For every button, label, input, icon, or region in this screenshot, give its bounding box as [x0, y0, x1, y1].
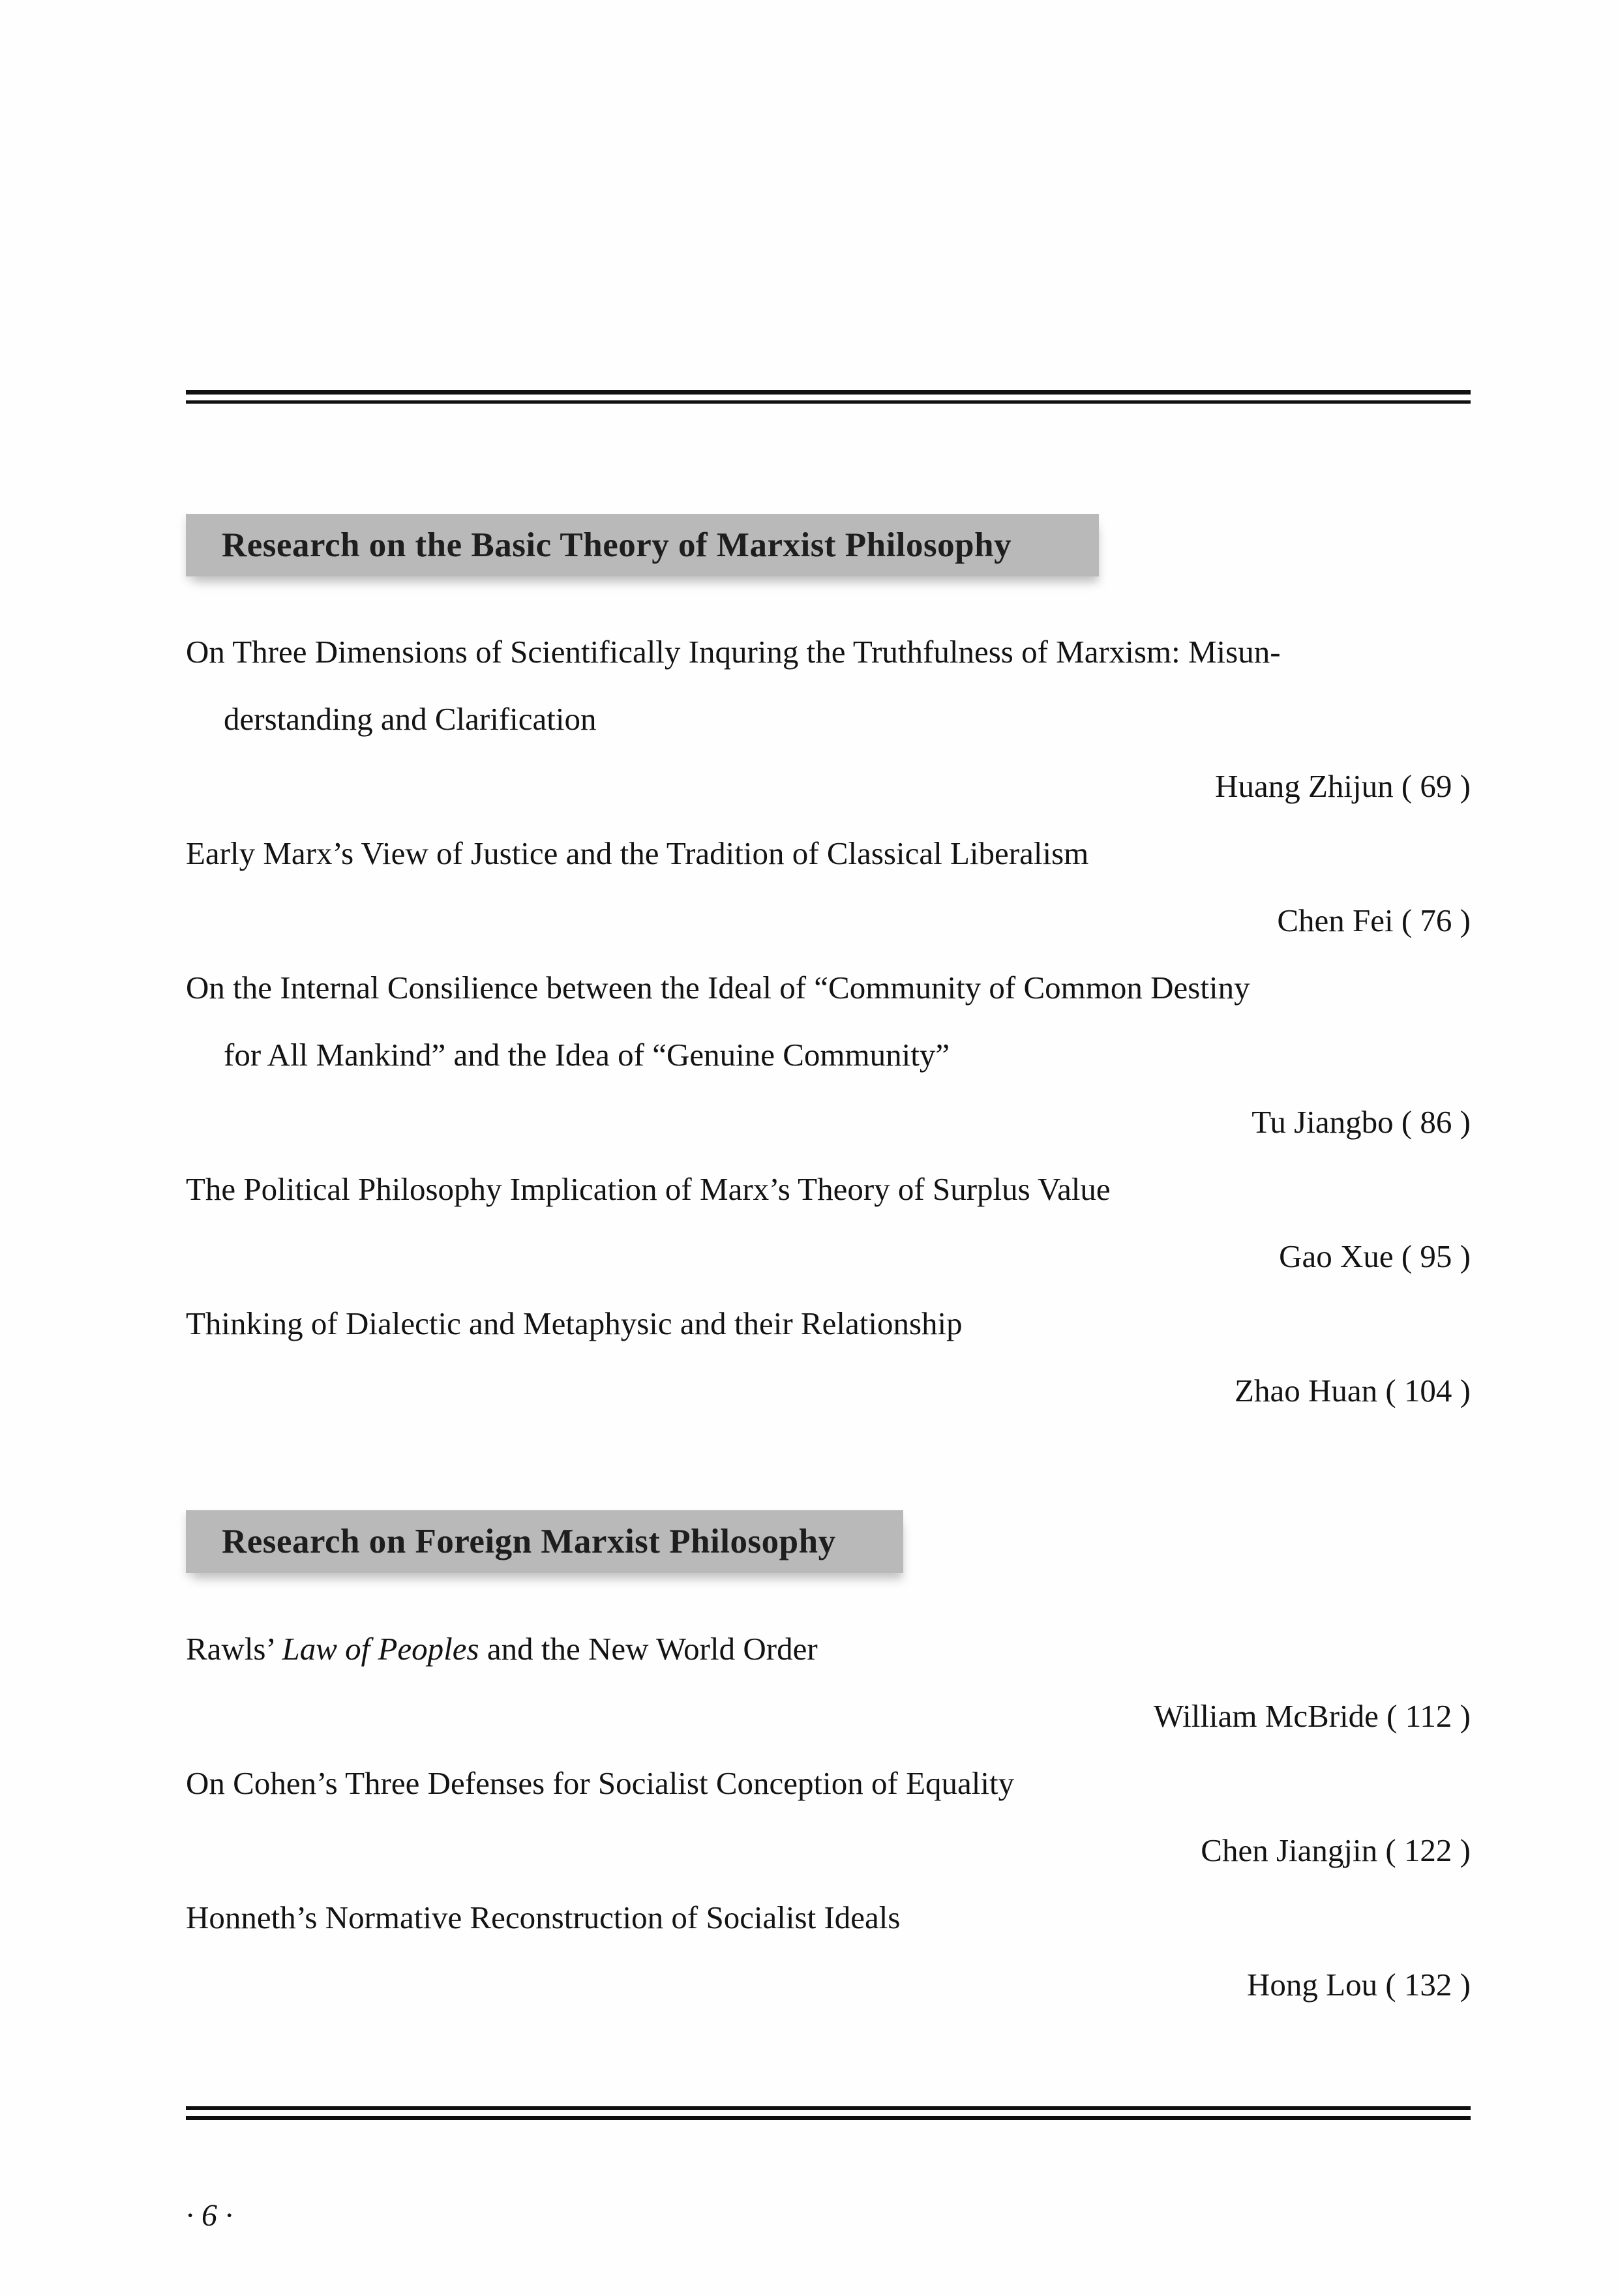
entry-byline: Chen Jiangjin ( 122 )	[1201, 1832, 1471, 1868]
entry-title-line: On Cohen’s Three Defenses for Socialist Conception of Equality	[186, 1765, 1015, 1801]
entry-title-line: Thinking of Dialectic and Metaphysic and their Relationship	[186, 1305, 963, 1341]
entry-byline: William McBride ( 112 )	[1153, 1698, 1471, 1734]
entry-title-line: The Political Philosophy Implication of Marx’s Theory of Surplus Value	[186, 1171, 1111, 1207]
toc-entry	[186, 1615, 1471, 1750]
entry-continuation-line: for All Mankind” and the Idea of “Genuine Community”	[224, 1037, 950, 1073]
entry-byline: Huang Zhijun ( 69 )	[1215, 768, 1471, 804]
entry-title-line	[186, 1615, 1471, 1682]
toc-entry	[186, 618, 1471, 820]
toc-entry	[186, 954, 1471, 1155]
toc-entry	[186, 1290, 1471, 1424]
section-heading-label: Research on the Basic Theory of Marxist Philosophy	[222, 526, 1012, 564]
page-number: · 6 ·	[186, 2198, 233, 2233]
section-heading-foreign-marxist	[186, 1510, 903, 1573]
entry-title-segment: and the New World Order	[479, 1631, 818, 1667]
toc-content	[186, 0, 1471, 2018]
entry-byline: Tu Jiangbo ( 86 )	[1251, 1104, 1471, 1140]
entry-title-line: Honneth’s Normative Reconstruction of Socialist Ideals	[186, 1900, 901, 1935]
toc-entry	[186, 1750, 1471, 1884]
entry-continuation-line: derstanding and Clarification	[224, 701, 597, 737]
section-heading-label: Research on Foreign Marxist Philosophy	[222, 1523, 836, 1560]
toc-entry	[186, 820, 1471, 954]
toc-entry	[186, 1155, 1471, 1290]
entry-title-segment: Rawls’	[186, 1631, 282, 1667]
section-heading-basic-theory	[186, 514, 1099, 576]
entry-title-line: On Three Dimensions of Scientifically Inquring the Truthfulness of Marxism: Misun-	[186, 634, 1281, 670]
entry-title-line: Early Marx’s View of Justice and the Tradition of Classical Liberalism	[186, 835, 1089, 871]
bottom-double-rule	[186, 2106, 1471, 2120]
entry-byline: Hong Lou ( 132 )	[1247, 1967, 1471, 2003]
toc-entry	[186, 1884, 1471, 2018]
entry-byline: Gao Xue ( 95 )	[1279, 1238, 1471, 1274]
entry-byline: Chen Fei ( 76 )	[1277, 902, 1471, 938]
entry-title-line: On the Internal Consilience between the Ideal of “Community of Common Destiny	[186, 970, 1250, 1006]
entry-byline: Zhao Huan ( 104 )	[1235, 1373, 1471, 1409]
book-title-italic: Law of Peoples	[282, 1631, 479, 1667]
